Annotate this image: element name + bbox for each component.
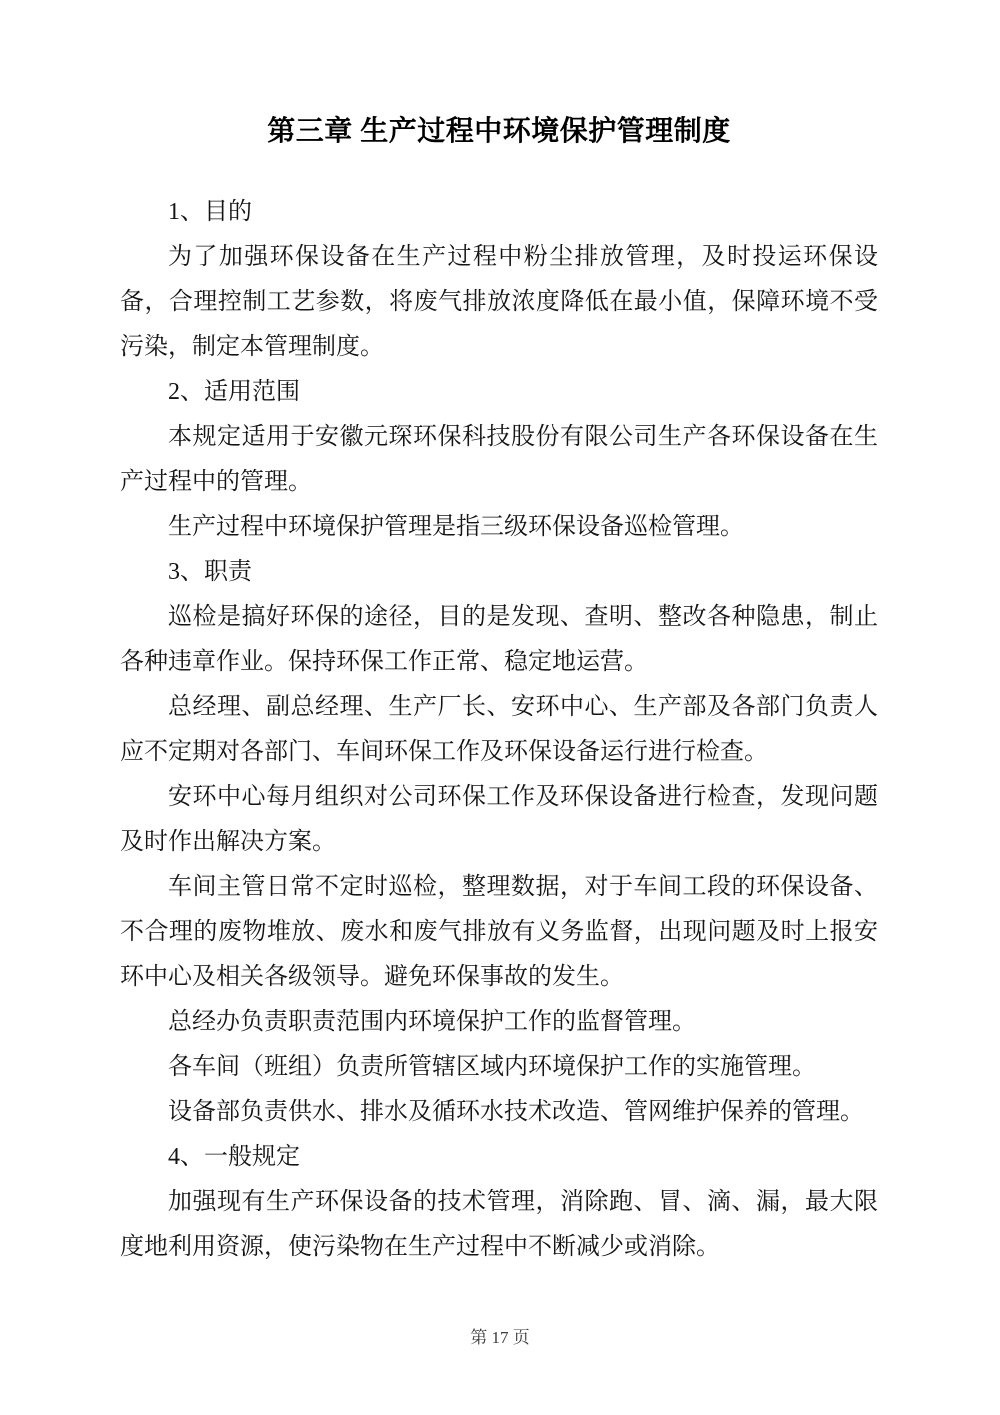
chapter-title: 第三章 生产过程中环境保护管理制度 — [267, 116, 731, 147]
page-footer — [0, 1326, 1000, 1350]
section-heading-4: 4、一般规定 — [168, 1144, 300, 1170]
paragraph: 总经理、副总经理、生产厂长、安环中心、生产部及各部门负责人应不定期对各部门、车间环保工作及环保设备运行进行检查。 — [120, 694, 878, 765]
section-heading-2: 2、适用范围 — [168, 379, 300, 405]
page-number: 第 17 页 — [470, 1328, 530, 1347]
paragraph: 为了加强环保设备在生产过程中粉尘排放管理，及时投运环保设备，合理控制工艺参数，将废气排放浓度降低在最小值，保障环境不受污染，制定本管理制度。 — [120, 244, 878, 360]
section-heading-3: 3、职责 — [168, 559, 252, 585]
paragraph: 本规定适用于安徽元琛环保科技股份有限公司生产各环保设备在生产过程中的管理。 — [120, 424, 878, 495]
paragraph: 安环中心每月组织对公司环保工作及环保设备进行检查，发现问题及时作出解决方案。 — [120, 784, 878, 855]
paragraph: 生产过程中环境保护管理是指三级环保设备巡检管理。 — [168, 514, 744, 540]
paragraph: 各车间（班组）负责所管辖区域内环境保护工作的实施管理。 — [168, 1054, 816, 1080]
paragraph: 设备部负责供水、排水及循环水技术改造、管网维护保养的管理。 — [168, 1099, 864, 1125]
paragraph: 巡检是搞好环保的途径，目的是发现、查明、整改各种隐患，制止各种违章作业。保持环保工作正常、稳定地运营。 — [120, 604, 878, 675]
section-heading-1: 1、目的 — [168, 199, 252, 225]
document-body — [120, 190, 878, 1270]
paragraph: 车间主管日常不定时巡检，整理数据，对于车间工段的环保设备、不合理的废物堆放、废水和废气排放有义务监督，出现问题及时上报安环中心及相关各级领导。避免环保事故的发生。 — [120, 874, 878, 990]
paragraph: 加强现有生产环保设备的技术管理，消除跑、冒、滴、漏，最大限度地利用资源，使污染物在生产过程中不断减少或消除。 — [120, 1189, 878, 1260]
paragraph: 总经办负责职责范围内环境保护工作的监督管理。 — [168, 1009, 696, 1035]
